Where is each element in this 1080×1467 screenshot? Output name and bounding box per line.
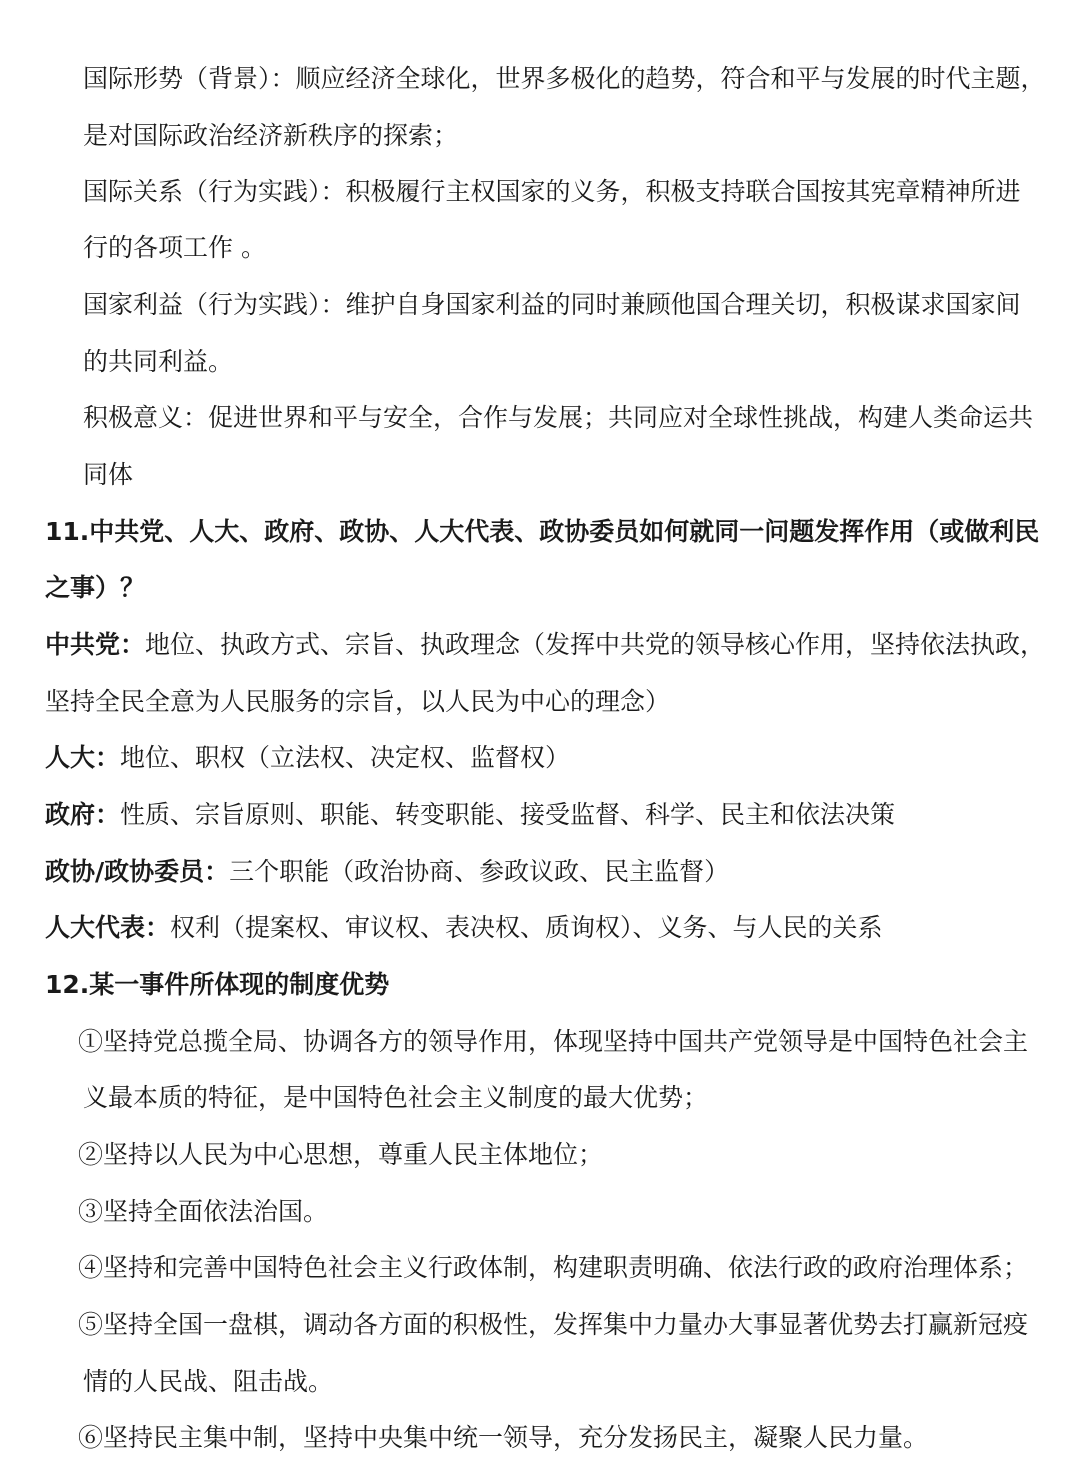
answer-line: 政协/政协委员：三个职能（政治协商、参政议政、民主监督） (45, 857, 730, 886)
list-item: ⑤坚持全国一盘棋，调动各方面的积极性，发挥集中力量办大事显著优势去打赢新冠疫 (78, 1310, 1029, 1339)
answer-label: 政协/政协委员： (45, 857, 230, 886)
paragraph-line: 行的各项工作 。 (83, 233, 266, 262)
list-item: ①坚持党总揽全局、协调各方的领导作用，体现坚持中国共产党领导是中国特色社会主 (78, 1027, 1029, 1056)
paragraph-line: 同体 (83, 460, 134, 489)
list-item: ③坚持全面依法治国。 (78, 1197, 329, 1226)
question-heading: 12.某一事件所体现的制度优势 (45, 970, 390, 999)
paragraph-line: 是对国际政治经济新秩序的探索； (83, 121, 459, 150)
paragraph-line: 积极意义：促进世界和平与安全，合作与发展；共同应对全球性挑战，构建人类命运共 (83, 403, 1034, 432)
answer-line: 人大：地位、职权（立法权、决定权、监督权） (45, 743, 571, 772)
paragraph-line: 的共同利益。 (83, 347, 234, 376)
answer-label: 中共党： (45, 630, 146, 659)
list-item-continuation: 义最本质的特征，是中国特色社会主义制度的最大优势； (83, 1083, 709, 1112)
answer-label: 人大： (45, 743, 121, 772)
question-heading: 11.中共党、人大、政府、政协、人大代表、政协委员如何就同一问题发挥作用（或做利民 (45, 517, 1040, 546)
answer-line: 坚持全民全意为人民服务的宗旨，以人民为中心的理念） (45, 687, 671, 716)
list-item: ⑥坚持民主集中制，坚持中央集中统一领导，充分发扬民主，凝聚人民力量。 (78, 1423, 929, 1452)
answer-line: 中共党：地位、执政方式、宗旨、执政理念（发挥中共党的领导核心作用，坚持依法执政， (45, 630, 1046, 659)
answer-line: 政府：性质、宗旨原则、职能、转变职能、接受监督、科学、民主和依法决策 (45, 800, 896, 829)
paragraph-line: 国家利益（行为实践）：维护自身国家利益的同时兼顾他国合理关切，积极谋求国家间 (83, 290, 1021, 319)
paragraph-line: 国际关系（行为实践）：积极履行主权国家的义务，积极支持联合国按其宪章精神所进 (83, 177, 1021, 206)
answer-line: 人大代表：权利（提案权、审议权、表决权、质询权）、义务、与人民的关系 (45, 913, 883, 942)
answer-label: 人大代表： (45, 913, 171, 942)
paragraph-line: 国际形势（背景）：顺应经济全球化，世界多极化的趋势，符合和平与发展的时代主题， (83, 64, 1046, 93)
list-item: ④坚持和完善中国特色社会主义行政体制，构建职责明确、依法行政的政府治理体系； (78, 1253, 1029, 1282)
answer-label: 政府： (45, 800, 121, 829)
list-item: ②坚持以人民为中心思想，尊重人民主体地位； (78, 1140, 604, 1169)
question-heading: 之事）？ (45, 573, 146, 602)
list-item-continuation: 情的人民战、阻击战。 (83, 1367, 334, 1396)
